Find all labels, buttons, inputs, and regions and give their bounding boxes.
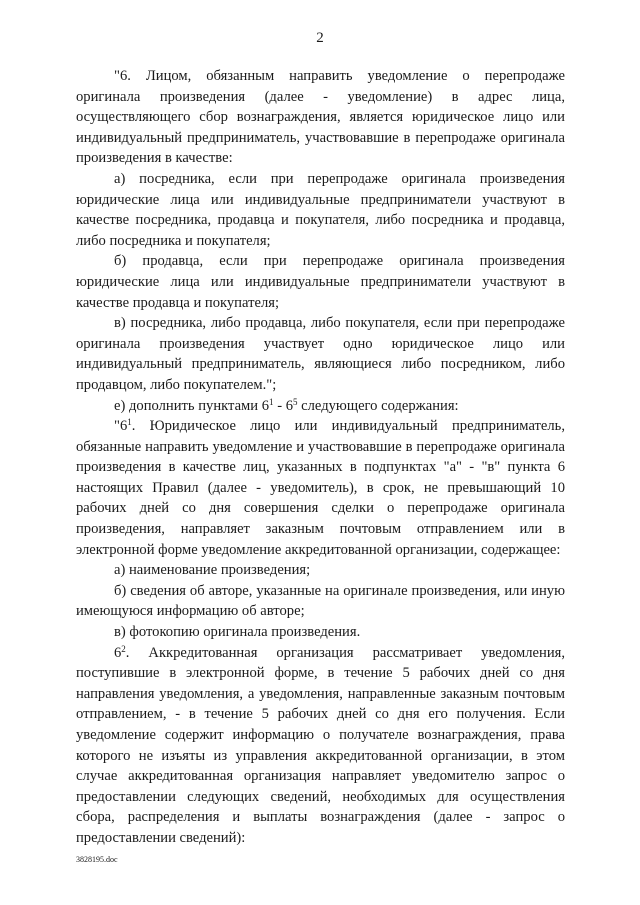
file-name-footer: 3828195.doc [76, 855, 118, 864]
paragraph-item-v: в) посредника, либо продавца, либо покупателя, если при перепродаже оригинала произведения участвует одно юридическое лицо или индивидуальный предприниматель, являющиеся либо посредником, либо продавцом, либо покупателем."; [76, 315, 565, 393]
clause-6-2-number: 6 [114, 644, 122, 661]
list-item-v: в) фотокопию оригинала произведения. [114, 624, 361, 641]
paragraph-clause-6-1 [76, 416, 565, 560]
paragraph-item-b: б) продавца, если при перепродаже оригинала произведения юридические лица или индивидуальные предприниматели участвуют в качестве продавца и покупателя; [76, 253, 565, 311]
document-body [76, 66, 565, 849]
amendment-superscript-1: 1 [269, 396, 274, 407]
list-item-b: б) сведения об авторе, указанные на оригинале произведения, или иную имеющуюся информацию об авторе; [76, 582, 565, 620]
amendment-superscript-5: 5 [293, 396, 298, 407]
paragraph-clause-6-2 [76, 643, 565, 849]
clause-6-1-text: . Юридическое лицо или индивидуальный предприниматель, обязанные направить уведомление и участвовавшие в перепродаже оригинала произведения в качестве лиц, указанных в подпунктах "а" - "в" пункта 6 настоящих Правил (далее - уведомитель), в срок, не превышающий 10 рабочих дней со дня совершения сделки о перепродаже оригинала произведения, направляет заказным почтовым отправлением или в электронной форме уведомление аккредитованной организации, содержащее: [76, 418, 565, 558]
page-number: 2 [316, 30, 324, 46]
list-item-a: а) наименование произведения; [114, 562, 311, 579]
clause-6-2-text: . Аккредитованная организация рассматривает уведомления, поступившие в электронной форме, в течение 5 рабочих дней со дня направления уведомления, а уведомления, направленные заказным почтовым отправлением, - в течение 5 рабочих дней со дня его получения. Если уведомление содержит информацию о получателе вознаграждения, права которого не изъяты из управления аккредитованной организации, в этом случае аккредитованная организация направляет уведомителю запрос о предоставлении следующих сведений, необходимых для осуществления сбора, распределения и выплаты вознаграждения (далее - запрос о предоставлении сведений): [76, 644, 565, 846]
amendment-dash: - 6 [273, 397, 294, 414]
paragraph-item-a: а) посредника, если при перепродаже оригинала произведения юридические лица или индивидуальные предприниматели участвуют в качестве посредника, продавца и покупателя, либо посредника и продавца, либо посредника и покупателя; [76, 170, 565, 249]
clause-6-1-superscript: 1 [127, 417, 132, 428]
clause-6-2-superscript: 2 [121, 643, 126, 654]
clause-6-1-number: "6 [114, 418, 128, 435]
paragraph-amendment-e [76, 396, 565, 417]
paragraph-clause-6: "6. Лицом, обязанным направить уведомление о перепродаже оригинала произведения (далее - уведомление) в адрес лица, осуществляющего сбор вознаграждения, является юридическое лицо или индивидуальный предприниматель, участвовавшие в перепродаже оригинала произведения в качестве: [76, 68, 565, 167]
amendment-suffix: следующего содержания: [297, 397, 459, 414]
amendment-prefix: е) дополнить пунктами 6 [114, 397, 270, 414]
